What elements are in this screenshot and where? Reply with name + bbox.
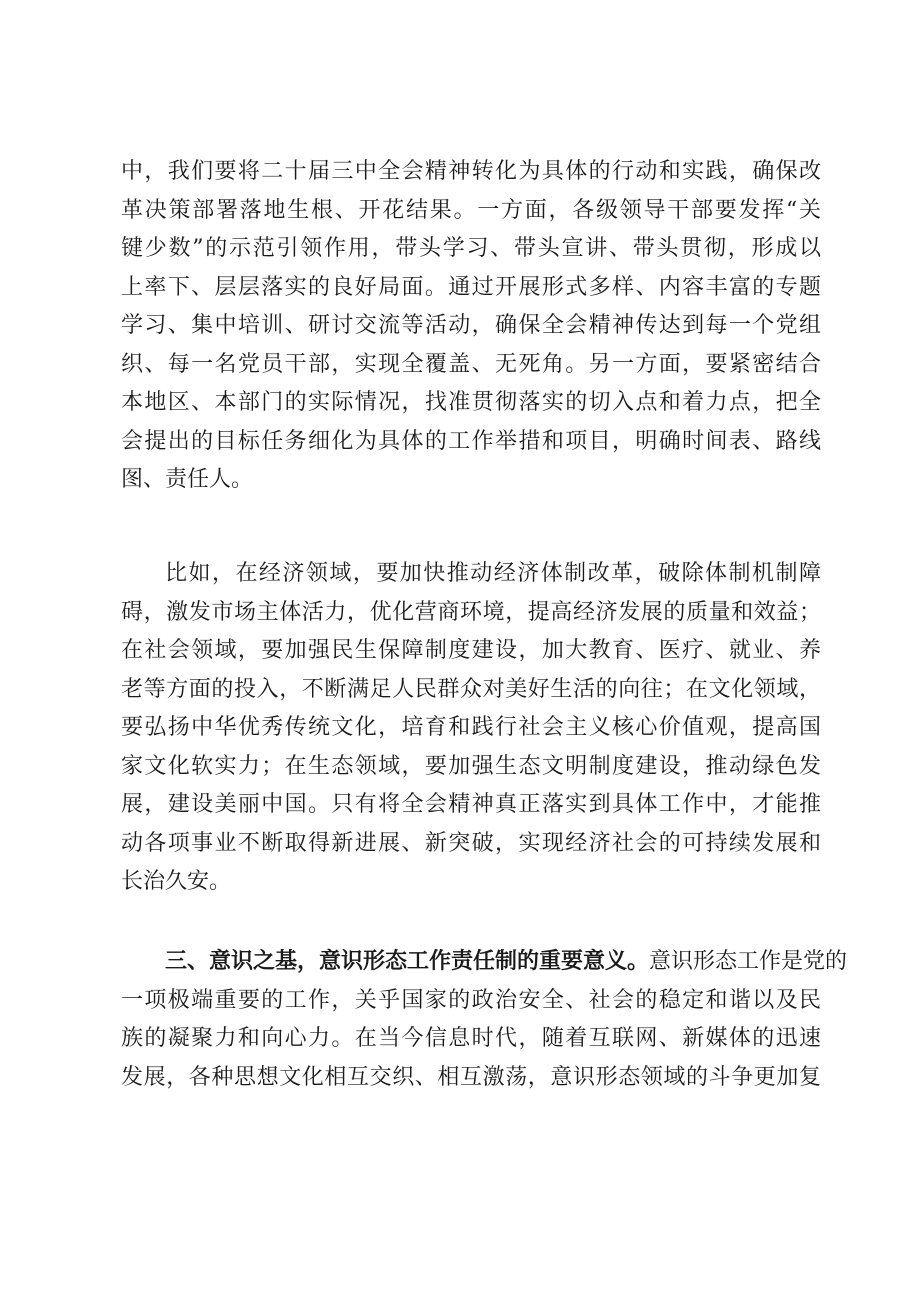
paragraph-1-line: 键少数”的示范引领作用，带头学习、带头宣讲、带头贯彻，形成以 <box>121 236 821 261</box>
paragraph-1-line: 织、每一名党员干部，实现全覆盖、无死角。另一方面，要紧密结合 <box>121 351 821 377</box>
paragraph-1-line: 革决策部署落地生根、开花结果。一方面，各级领导干部要发挥“关 <box>121 197 821 223</box>
paragraph-2-line: 比如，在经济领域，要加快推动经济体制改革，破除体制机制障 <box>165 561 821 586</box>
paragraph-1-line: 学习、集中培训、研讨交流等活动，确保全会精神传达到每一个党组 <box>121 313 821 338</box>
paragraph-2-line: 在社会领域，要加强民生保障制度建设，加大教育、医疗、就业、养 <box>121 638 821 663</box>
paragraph-2-line: 老等方面的投入，不断满足人民群众对美好生活的向往；在文化领域， <box>121 676 821 702</box>
paragraph-3 <box>121 943 848 1097</box>
paragraph-3-line: 发展，各种思想文化相互交织、相互激荡，意识形态领域的斗争更加复 <box>121 1064 821 1090</box>
paragraph-2 <box>121 555 821 902</box>
paragraph-2-line: 长治久安。 <box>121 869 232 894</box>
section-heading: 三、意识之基，意识形态工作责任制的重要意义。 <box>165 949 650 974</box>
paragraph-1 <box>121 153 821 500</box>
paragraph-3-first-line <box>121 943 848 982</box>
paragraph-1-line: 会提出的目标任务细化为具体的工作举措和项目，明确时间表、路线 <box>121 428 821 454</box>
paragraph-2-line: 碍，激发市场主体活力，优化营商环境，提高经济发展的质量和效益； <box>121 599 821 625</box>
paragraph-3-first-line-text: 意识形态工作是党的 <box>649 949 848 974</box>
paragraph-1-line: 上率下、层层落实的良好局面。通过开展形式多样、内容丰富的专题 <box>121 274 821 300</box>
paragraph-2-line: 要弘扬中华优秀传统文化，培育和践行社会主义核心价值观，提高国 <box>121 715 821 740</box>
paragraph-3-line: 一项极端重要的工作，关乎国家的政治安全、社会的稳定和谐以及民 <box>121 987 821 1013</box>
paragraph-3-line: 族的凝聚力和向心力。在当今信息时代，随着互联网、新媒体的迅速 <box>121 1026 821 1051</box>
paragraph-1-line: 图、责任人。 <box>121 467 254 492</box>
paragraph-2-line: 家文化软实力；在生态领域，要加强生态文明制度建设，推动绿色发 <box>121 753 821 779</box>
paragraph-1-line: 中，我们要将二十届三中全会精神转化为具体的行动和实践，确保改 <box>121 159 821 184</box>
paragraph-1-line: 本地区、本部门的实际情况，找准贯彻落实的切入点和着力点，把全 <box>121 390 821 415</box>
paragraph-2-line: 展，建设美丽中国。只有将全会精神真正落实到具体工作中，才能推 <box>121 792 821 817</box>
paragraph-2-line: 动各项事业不断取得新进展、新突破，实现经济社会的可持续发展和 <box>121 830 821 856</box>
